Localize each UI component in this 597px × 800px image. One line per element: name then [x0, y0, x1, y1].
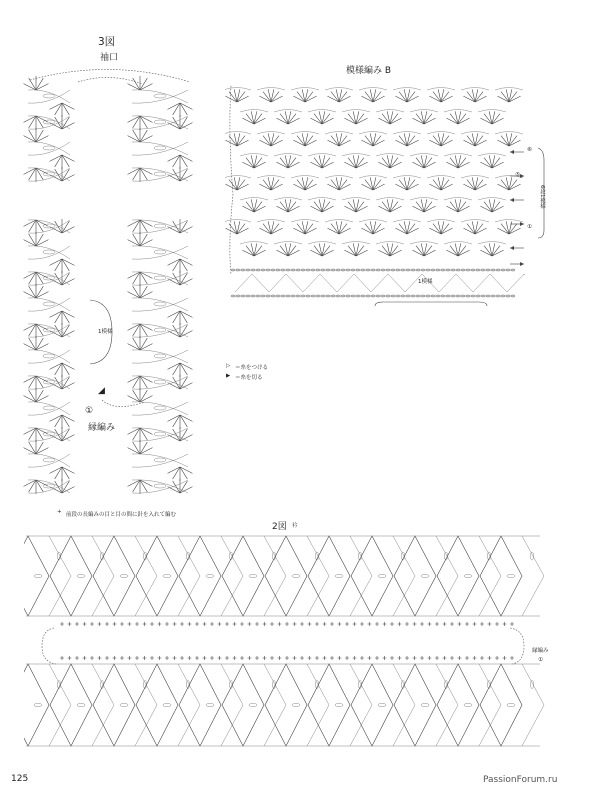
legend-cut-icon: ▶: [226, 373, 231, 379]
patternB-chart: [225, 74, 525, 314]
legend-attach: ＝糸をつける: [235, 365, 269, 371]
legend-cut: ＝糸を切る: [235, 375, 263, 381]
note-symbol: +: [57, 509, 62, 515]
row-marker-5: ⑤: [515, 172, 520, 178]
row-repeat-note: 6段1模様: [539, 185, 545, 209]
row-marker-6: ⑥: [527, 147, 532, 153]
patternB-bottom-repeat: 1模様: [418, 279, 433, 285]
watermark: PassionForum.ru: [483, 775, 558, 785]
fig3-chart: [20, 60, 200, 500]
fig3-subtitle: 袖口: [100, 53, 119, 63]
fig2-border-label: 縁編み: [532, 648, 549, 654]
patternB-title: 模様編み B: [346, 66, 392, 76]
page-number: 125: [11, 774, 29, 784]
fig3-title: 3図: [98, 36, 116, 48]
stitch-note: 前段の長編みの目と目の間に針を入れて編む: [66, 512, 177, 518]
row-marker-1: ①: [527, 224, 532, 230]
fig2-subtitle: 衿: [292, 523, 298, 529]
row-arrows: [506, 140, 546, 275]
fig3-border-label: 縁編み: [88, 423, 116, 433]
cut-thread-icon: ◢: [98, 386, 105, 396]
fig2-chart: [24, 530, 549, 752]
fig2-title: 2図: [272, 522, 287, 532]
fig3-repeat-label: 1模様: [98, 329, 113, 335]
legend-attach-icon: ▷: [226, 363, 231, 369]
fig2-start-marker: ①: [538, 657, 543, 663]
fig3-start-marker: ①: [85, 406, 94, 416]
